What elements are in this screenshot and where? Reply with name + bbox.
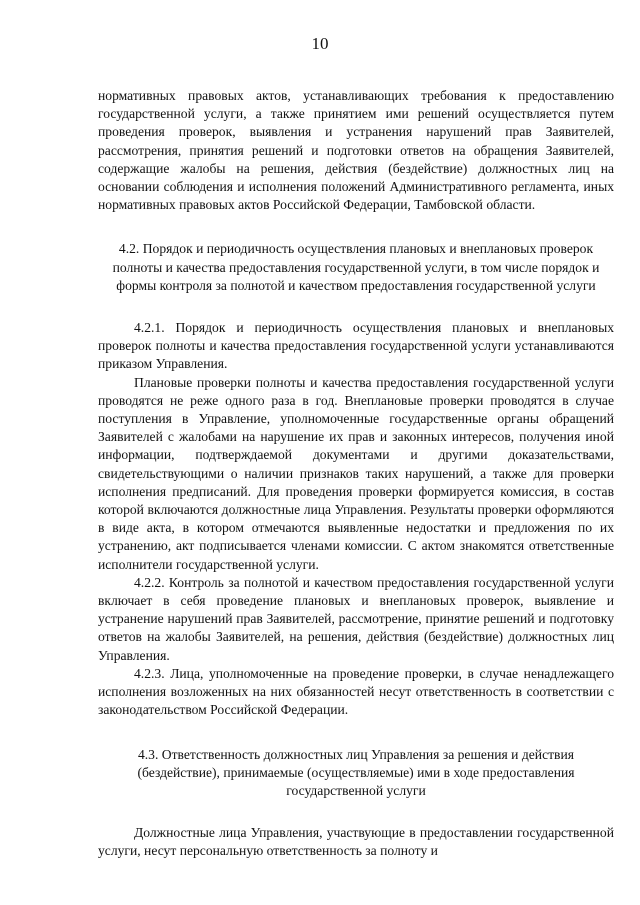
- section-heading-4-2: 4.2. Порядок и периодичность осуществления плановых и внеплановых проверок полноты и качества предоставления государственной услуги, в том числе порядок и формы контроля за полнотой и качеством предоставления государственной услуги: [112, 241, 600, 293]
- page-number: 10: [311, 34, 329, 53]
- paragraph-4-2-3: 4.2.3. Лица, уполномоченные на проведение проверки, в случае ненадлежащего исполнения возложенных на них обязанностей несут ответственность в соответствии с законодательством Российской Федерации.: [98, 665, 614, 718]
- paragraph-planned-checks: Плановые проверки полноты и качества предоставления государственной услуги проводятся не реже одного раза в год. Внеплановые проверки проводятся в случае поступления в Управление, уполномоченные государственные органы обращений Заявителей с жалобами на нарушение их прав и законных интересов, получения иной информации, подтверждаемой документами и другими доказательствами, свидетельствующими о наличии признаков таких нарушений, а также для проверки исполнения предписаний. Для проведения проверки формируется комиссия, в состав которой включаются должностные лица Управления. Результаты проверки оформляются в виде акта, в котором отмечаются выявленные недостатки и предложения по их устранению, акт подписывается членами комиссии. С актом знакомятся ответственные исполнители государственной услуги.: [98, 374, 614, 572]
- paragraph-continuation: нормативных правовых актов, устанавливающих требования к предоставлению государственной услуги, а также принятием ими решений осуществляется путем проведения проверок, выявления и устранения нарушений прав Заявителей, рассмотрения, принятия решений и подготовки ответов на обращения Заявителей, содержащие жалобы на решения, действия (бездействие) должностных лиц на основании соблюдения и исполнения положений Административного регламента, иных нормативных правовых актов Российской Федерации, Тамбовской области.: [98, 88, 614, 213]
- paragraph-4-2-1: 4.2.1. Порядок и периодичность осуществления плановых и внеплановых проверок полноты и качества предоставления государственной услуги устанавливаются приказом Управления.: [98, 320, 614, 372]
- section-heading-4-3: 4.3. Ответственность должностных лиц Управления за решения и действия (бездействие), принимаемые (осуществляемые) ими в ходе предоставления государственной услуги: [137, 746, 575, 798]
- paragraph-4-2-2: 4.2.2. Контроль за полнотой и качеством предоставления государственной услуги включает в себя проведение плановых и внеплановых проверок, выявление и устранение нарушений прав Заявителей, рассмотрение, принятие решений и подготовку ответов на жалобы Заявителей, на решения, действия (бездействие) должностных лиц Управления.: [98, 574, 614, 663]
- document-body: [98, 87, 614, 861]
- paragraph-4-3-start: Должностные лица Управления, участвующие в предоставлении государственной услуги, несут персональную ответственность за полноту и: [98, 825, 614, 859]
